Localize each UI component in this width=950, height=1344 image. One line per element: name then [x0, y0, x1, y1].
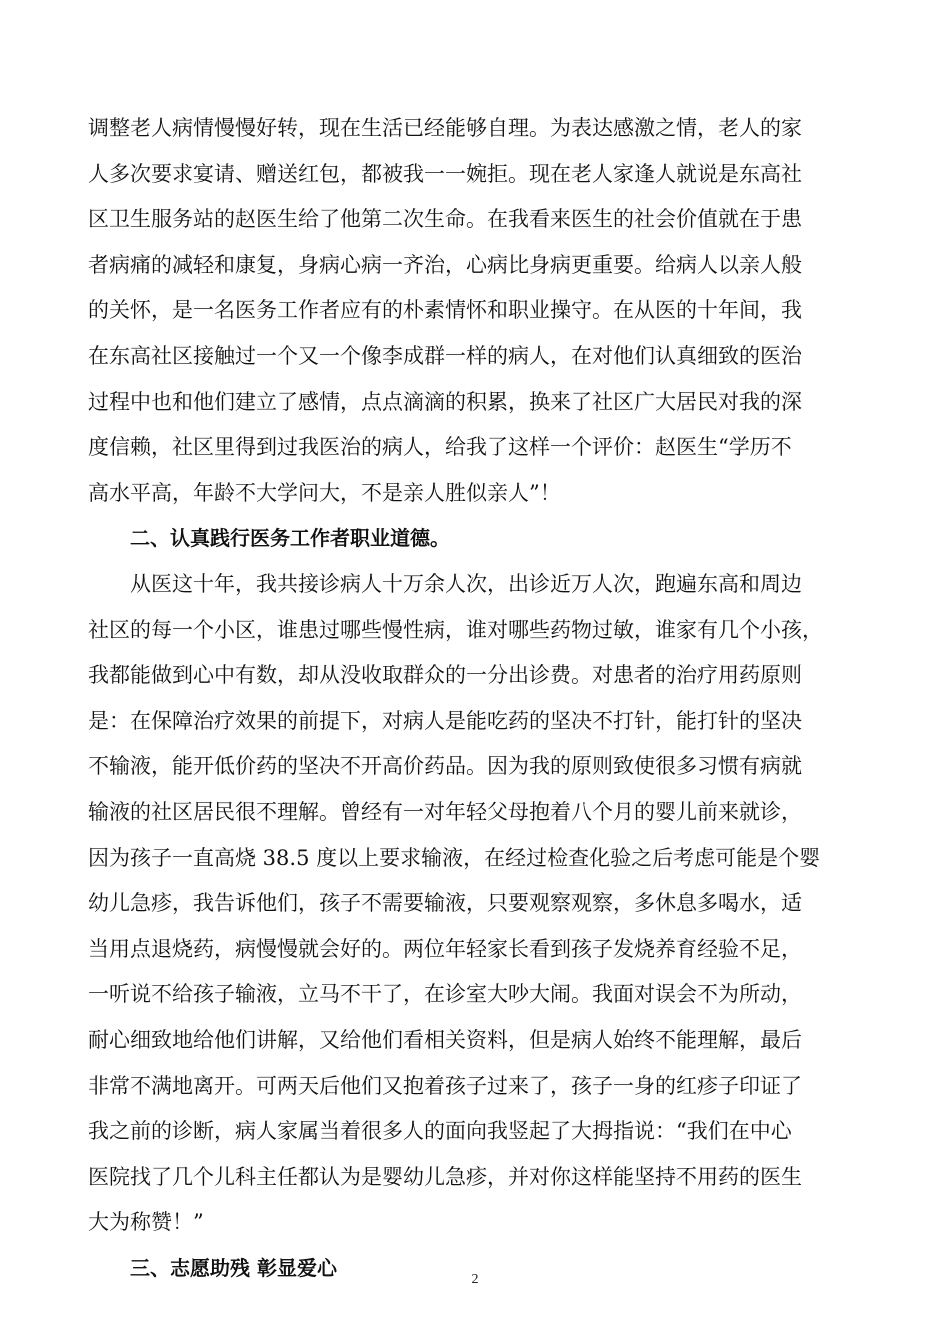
text-line: 者病痛的减轻和康复，身病心病一齐治，心病比身病更重要。给病人以亲人般	[88, 252, 802, 277]
text-line: 调整老人病情慢慢好转，现在生活已经能够自理。为表达感激之情，老人的家	[88, 116, 802, 140]
section-heading-3: 三、志愿助残 彰显爱心	[130, 1256, 337, 1280]
text-line: 大为称赞！”	[88, 1210, 204, 1235]
text-line: 社区的每一个小区，谁患过哪些慢性病，谁对哪些药物过敏，谁家有几个小孩，	[88, 617, 823, 642]
text-line: 不输液，能开低价药的坚决不开高价药品。因为我的原则致使很多习惯有病就	[88, 754, 802, 779]
text-line: 因为孩子一直高烧 38.5 度以上要求输液，在经过检查化验之后考虑可能是个婴	[88, 845, 821, 870]
page-number: 2	[471, 1272, 479, 1287]
text-line: 耐心细致地给他们讲解，又给他们看相关资料，但是病人始终不能理解，最后	[88, 1028, 802, 1052]
text-line: 度信赖，社区里得到过我医治的病人，给我了这样一个评价：赵医生“学历不	[88, 435, 792, 460]
text-line: 高水平高，年龄不大学问大，不是亲人胜似亲人”！	[88, 480, 561, 505]
text-line: 幼儿急疹，我告诉他们，孩子不需要输液，只要观察观察，多休息多喝水，适	[88, 891, 802, 916]
text-line: 我都能做到心中有数，却从没收取群众的一分出诊费。对患者的治疗用药原则	[88, 663, 802, 688]
text-line: 人多次要求宴请、赠送红包，都被我一一婉拒。现在老人家逢人就说是东高社	[88, 161, 802, 186]
text-line: 医院找了几个儿科主任都认为是婴幼儿急疹，并对你这样能坚持不用药的医生	[88, 1164, 802, 1189]
text-line: 的关怀，是一名医务工作者应有的朴素情怀和职业操守。在从医的十年间，我	[88, 298, 802, 323]
text-line: 非常不满地离开。可两天后他们又抱着孩子过来了，孩子一身的红疹子印证了	[88, 1073, 802, 1098]
text-line: 一听说不给孩子输液，立马不干了，在诊室大吵大闹。我面对误会不为所动，	[88, 982, 802, 1007]
text-line: 当用点退烧药，病慢慢就会好的。两位年轻家长看到孩子发烧养育经验不足，	[88, 936, 802, 961]
text-line: 在东高社区接触过一个又一个像李成群一样的病人，在对他们认真细致的医治	[88, 344, 802, 368]
text-line: 我之前的诊断，病人家属当着很多人的面向我竖起了大拇指说：“我们在中心	[88, 1119, 792, 1144]
text-line: 输液的社区居民很不理解。曾经有一对年轻父母抱着八个月的婴儿前来就诊，	[88, 800, 802, 824]
text-line: 是：在保障治疗效果的前提下，对病人是能吃药的坚决不打针，能打针的坚决	[88, 708, 802, 733]
text-line: 从医这十年，我共接诊病人十万余人次，出诊近万人次，跑遍东高和周边	[130, 572, 802, 596]
text-line: 过程中也和他们建立了感情，点点滴滴的积累，换来了社区广大居民对我的深	[88, 389, 802, 414]
text-line: 区卫生服务站的赵医生给了他第二次生命。在我看来医生的社会价值就在于患	[88, 207, 802, 232]
section-heading-2: 二、认真践行医务工作者职业道德。	[130, 526, 450, 551]
